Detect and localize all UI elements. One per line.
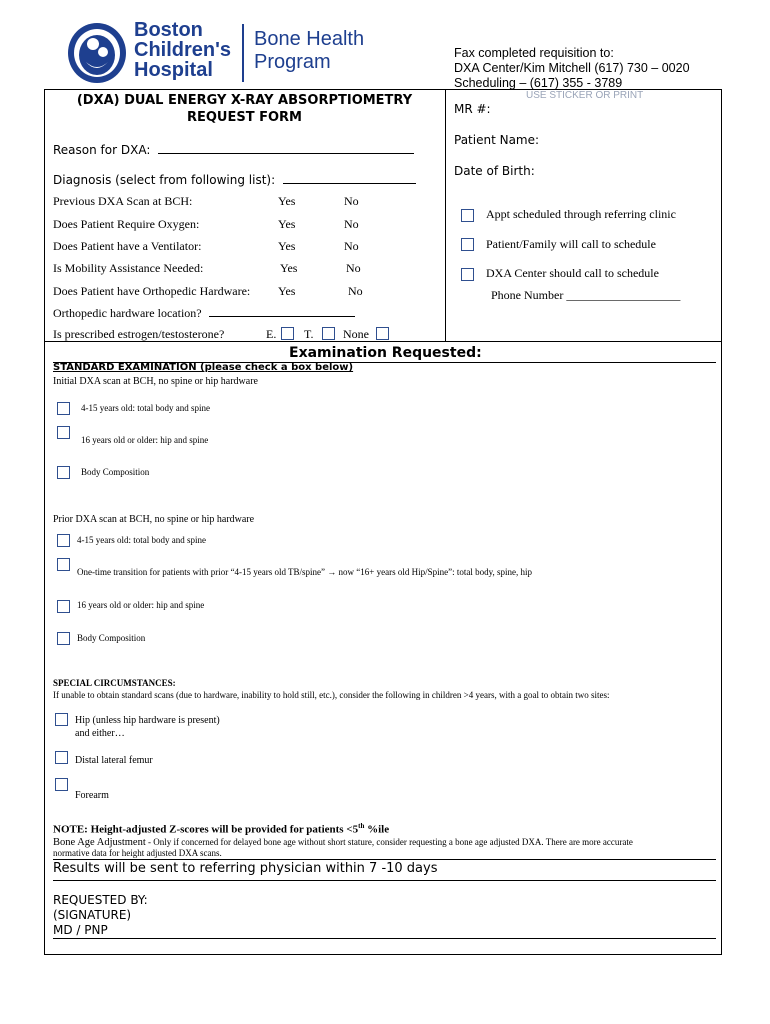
question-row: [53, 194, 192, 209]
logo-divider: [242, 24, 244, 82]
hormone-none-label: None: [343, 327, 369, 341]
question-row: [53, 217, 199, 232]
initial-4-15-label: 4-15 years old: total body and spine: [81, 403, 210, 413]
hormone-none-checkbox[interactable]: [376, 327, 389, 340]
prior-transition-label: One-time transition for patients with prior “4-15 years old TB/spine” → now “16+ years old Hip/Spine”: total body, spine, hip: [77, 567, 532, 577]
initial-16-plus-label: 16 years old or older: hip and spine: [81, 435, 209, 445]
hospital-logo: [66, 19, 386, 84]
special-hip-either: and either…: [75, 728, 125, 739]
initial-scan-heading: Initial DXA scan at BCH, no spine or hip hardware: [53, 376, 258, 387]
phone-number-field[interactable]: Phone Number ___________________: [491, 288, 681, 302]
program-line-1: Bone Health: [254, 28, 365, 50]
yes-option[interactable]: Yes: [278, 217, 296, 231]
bone-age-text: - Only if concerned for delayed bone age without short stature, consider requesting a bone age adjusted DXA. There are more accurate: [145, 837, 633, 847]
prior-body-composition-label: Body Composition: [77, 633, 146, 643]
yes-option[interactable]: Yes: [278, 284, 296, 298]
family-call-label: Patient/Family will call to schedule: [486, 237, 656, 251]
md-pnp-label: MD / PNP: [53, 923, 108, 937]
reason-label: Reason for DXA:: [53, 143, 151, 157]
yes-option[interactable]: Yes: [280, 261, 298, 275]
prior-transition-checkbox[interactable]: [57, 558, 70, 571]
no-option[interactable]: No: [344, 217, 359, 231]
family-call-checkbox[interactable]: [461, 238, 474, 251]
estrogen-e-checkbox[interactable]: [281, 327, 294, 340]
logo-line-1: Boston: [134, 19, 203, 41]
diagnosis-label: Diagnosis (select from following list):: [53, 173, 276, 187]
special-forearm-label: Forearm: [75, 790, 109, 801]
no-option[interactable]: No: [344, 239, 359, 253]
question-label: Is Mobility Assistance Needed:: [53, 261, 204, 275]
prior-4-15-label: 4-15 years old: total body and spine: [77, 535, 206, 545]
prior-16-plus-label: 16 years old or older: hip and spine: [77, 600, 205, 610]
scheduling-contact: Scheduling – (617) 355 - 3789: [454, 76, 623, 90]
no-option[interactable]: No: [346, 261, 361, 275]
special-femur-label: Distal lateral femur: [75, 755, 153, 766]
estrogen-e-label: E.: [266, 327, 277, 341]
estrogen-label: Is prescribed estrogen/testosterone?: [53, 327, 225, 341]
appt-referring-checkbox[interactable]: [461, 209, 474, 222]
requested-by-label: REQUESTED BY:: [53, 893, 148, 907]
special-femur-checkbox[interactable]: [55, 751, 68, 764]
exam-heading: Examination Requested:: [289, 345, 482, 361]
ortho-location-field[interactable]: [209, 316, 355, 317]
yes-option[interactable]: Yes: [278, 194, 296, 208]
standard-exam-heading: STANDARD EXAMINATION (please check a box below): [53, 362, 354, 373]
z-score-note-text: NOTE: Height-adjusted Z-scores will be provided for patients <5: [53, 823, 359, 836]
special-circumstances-heading: SPECIAL CIRCUMSTANCES:: [53, 678, 176, 688]
question-label: Does Patient have a Ventilator:: [53, 239, 202, 253]
dxa-call-checkbox[interactable]: [461, 268, 474, 281]
signature-rule: [53, 938, 716, 939]
special-forearm-checkbox[interactable]: [55, 778, 68, 791]
no-option[interactable]: No: [348, 284, 363, 298]
initial-body-composition-checkbox[interactable]: [57, 466, 70, 479]
question-label: Does Patient have Orthopedic Hardware:: [53, 284, 251, 298]
initial-16-plus-checkbox[interactable]: [57, 426, 70, 439]
question-label: Does Patient Require Oxygen:: [53, 217, 200, 231]
ortho-location-label: Orthopedic hardware location?: [53, 306, 202, 320]
logo-line-3: Hospital: [134, 59, 213, 81]
prior-4-15-checkbox[interactable]: [57, 534, 70, 547]
initial-body-composition-label: Body Composition: [81, 467, 150, 477]
question-label: Previous DXA Scan at BCH:: [53, 194, 193, 208]
date-of-birth-label[interactable]: Date of Birth:: [454, 164, 535, 178]
testosterone-t-checkbox[interactable]: [322, 327, 335, 340]
mr-number-label[interactable]: MR #:: [454, 102, 491, 116]
form-title-line-2: REQUEST FORM: [186, 110, 302, 125]
bone-age-label: Bone Age Adjustment: [53, 837, 146, 848]
diagnosis-field[interactable]: [283, 183, 416, 184]
reason-field[interactable]: [158, 153, 414, 154]
results-timing: Results will be sent to referring physician within 7 -10 days: [53, 861, 438, 876]
program-line-2: Program: [254, 51, 331, 73]
bone-age-text-2: normative data for height adjusted DXA scans.: [53, 848, 222, 858]
question-row: [53, 284, 250, 299]
form-title-line-1: (DXA) DUAL ENERGY X-RAY ABSORPTIOMETRY: [76, 93, 413, 108]
question-row: [53, 239, 201, 254]
testosterone-t-label: T.: [304, 327, 314, 341]
patient-name-label[interactable]: Patient Name:: [454, 133, 540, 147]
signature-label[interactable]: (SIGNATURE): [53, 908, 132, 922]
special-hip-checkbox[interactable]: [55, 713, 68, 726]
special-circumstances-text: If unable to obtain standard scans (due to hardware, inability to hold still, etc.), consider the following in children >4 years, with a goal to obtain two sites:: [53, 690, 610, 700]
results-rule: [53, 880, 716, 881]
bone-age-rule: [53, 859, 716, 860]
z-score-note: [53, 822, 389, 836]
fax-instruction: Fax completed requisition to:: [454, 46, 614, 60]
prior-scan-heading: Prior DXA scan at BCH, no spine or hip hardware: [53, 514, 255, 525]
yes-option[interactable]: Yes: [278, 239, 296, 253]
prior-body-composition-checkbox[interactable]: [57, 632, 70, 645]
no-option[interactable]: No: [344, 194, 359, 208]
special-hip-label: Hip (unless hip hardware is present): [75, 715, 220, 726]
prior-16-plus-checkbox[interactable]: [57, 600, 70, 613]
dxa-center-contact: DXA Center/Kim Mitchell (617) 730 – 0020: [454, 61, 690, 75]
upper-column-divider: [445, 89, 446, 341]
bone-age-note: [53, 837, 718, 859]
z-score-note-tail: %ile: [364, 823, 390, 836]
appt-referring-label: Appt scheduled through referring clinic: [486, 207, 676, 221]
initial-4-15-checkbox[interactable]: [57, 402, 70, 415]
sticker-hint: USE STICKER OR PRINT: [526, 90, 644, 101]
dxa-call-label: DXA Center should call to schedule: [486, 266, 659, 280]
question-row: [53, 261, 203, 276]
z-score-note-sup: th: [358, 822, 365, 830]
hospital-emblem-icon: [66, 22, 128, 84]
logo-line-2: Children's: [134, 39, 231, 61]
